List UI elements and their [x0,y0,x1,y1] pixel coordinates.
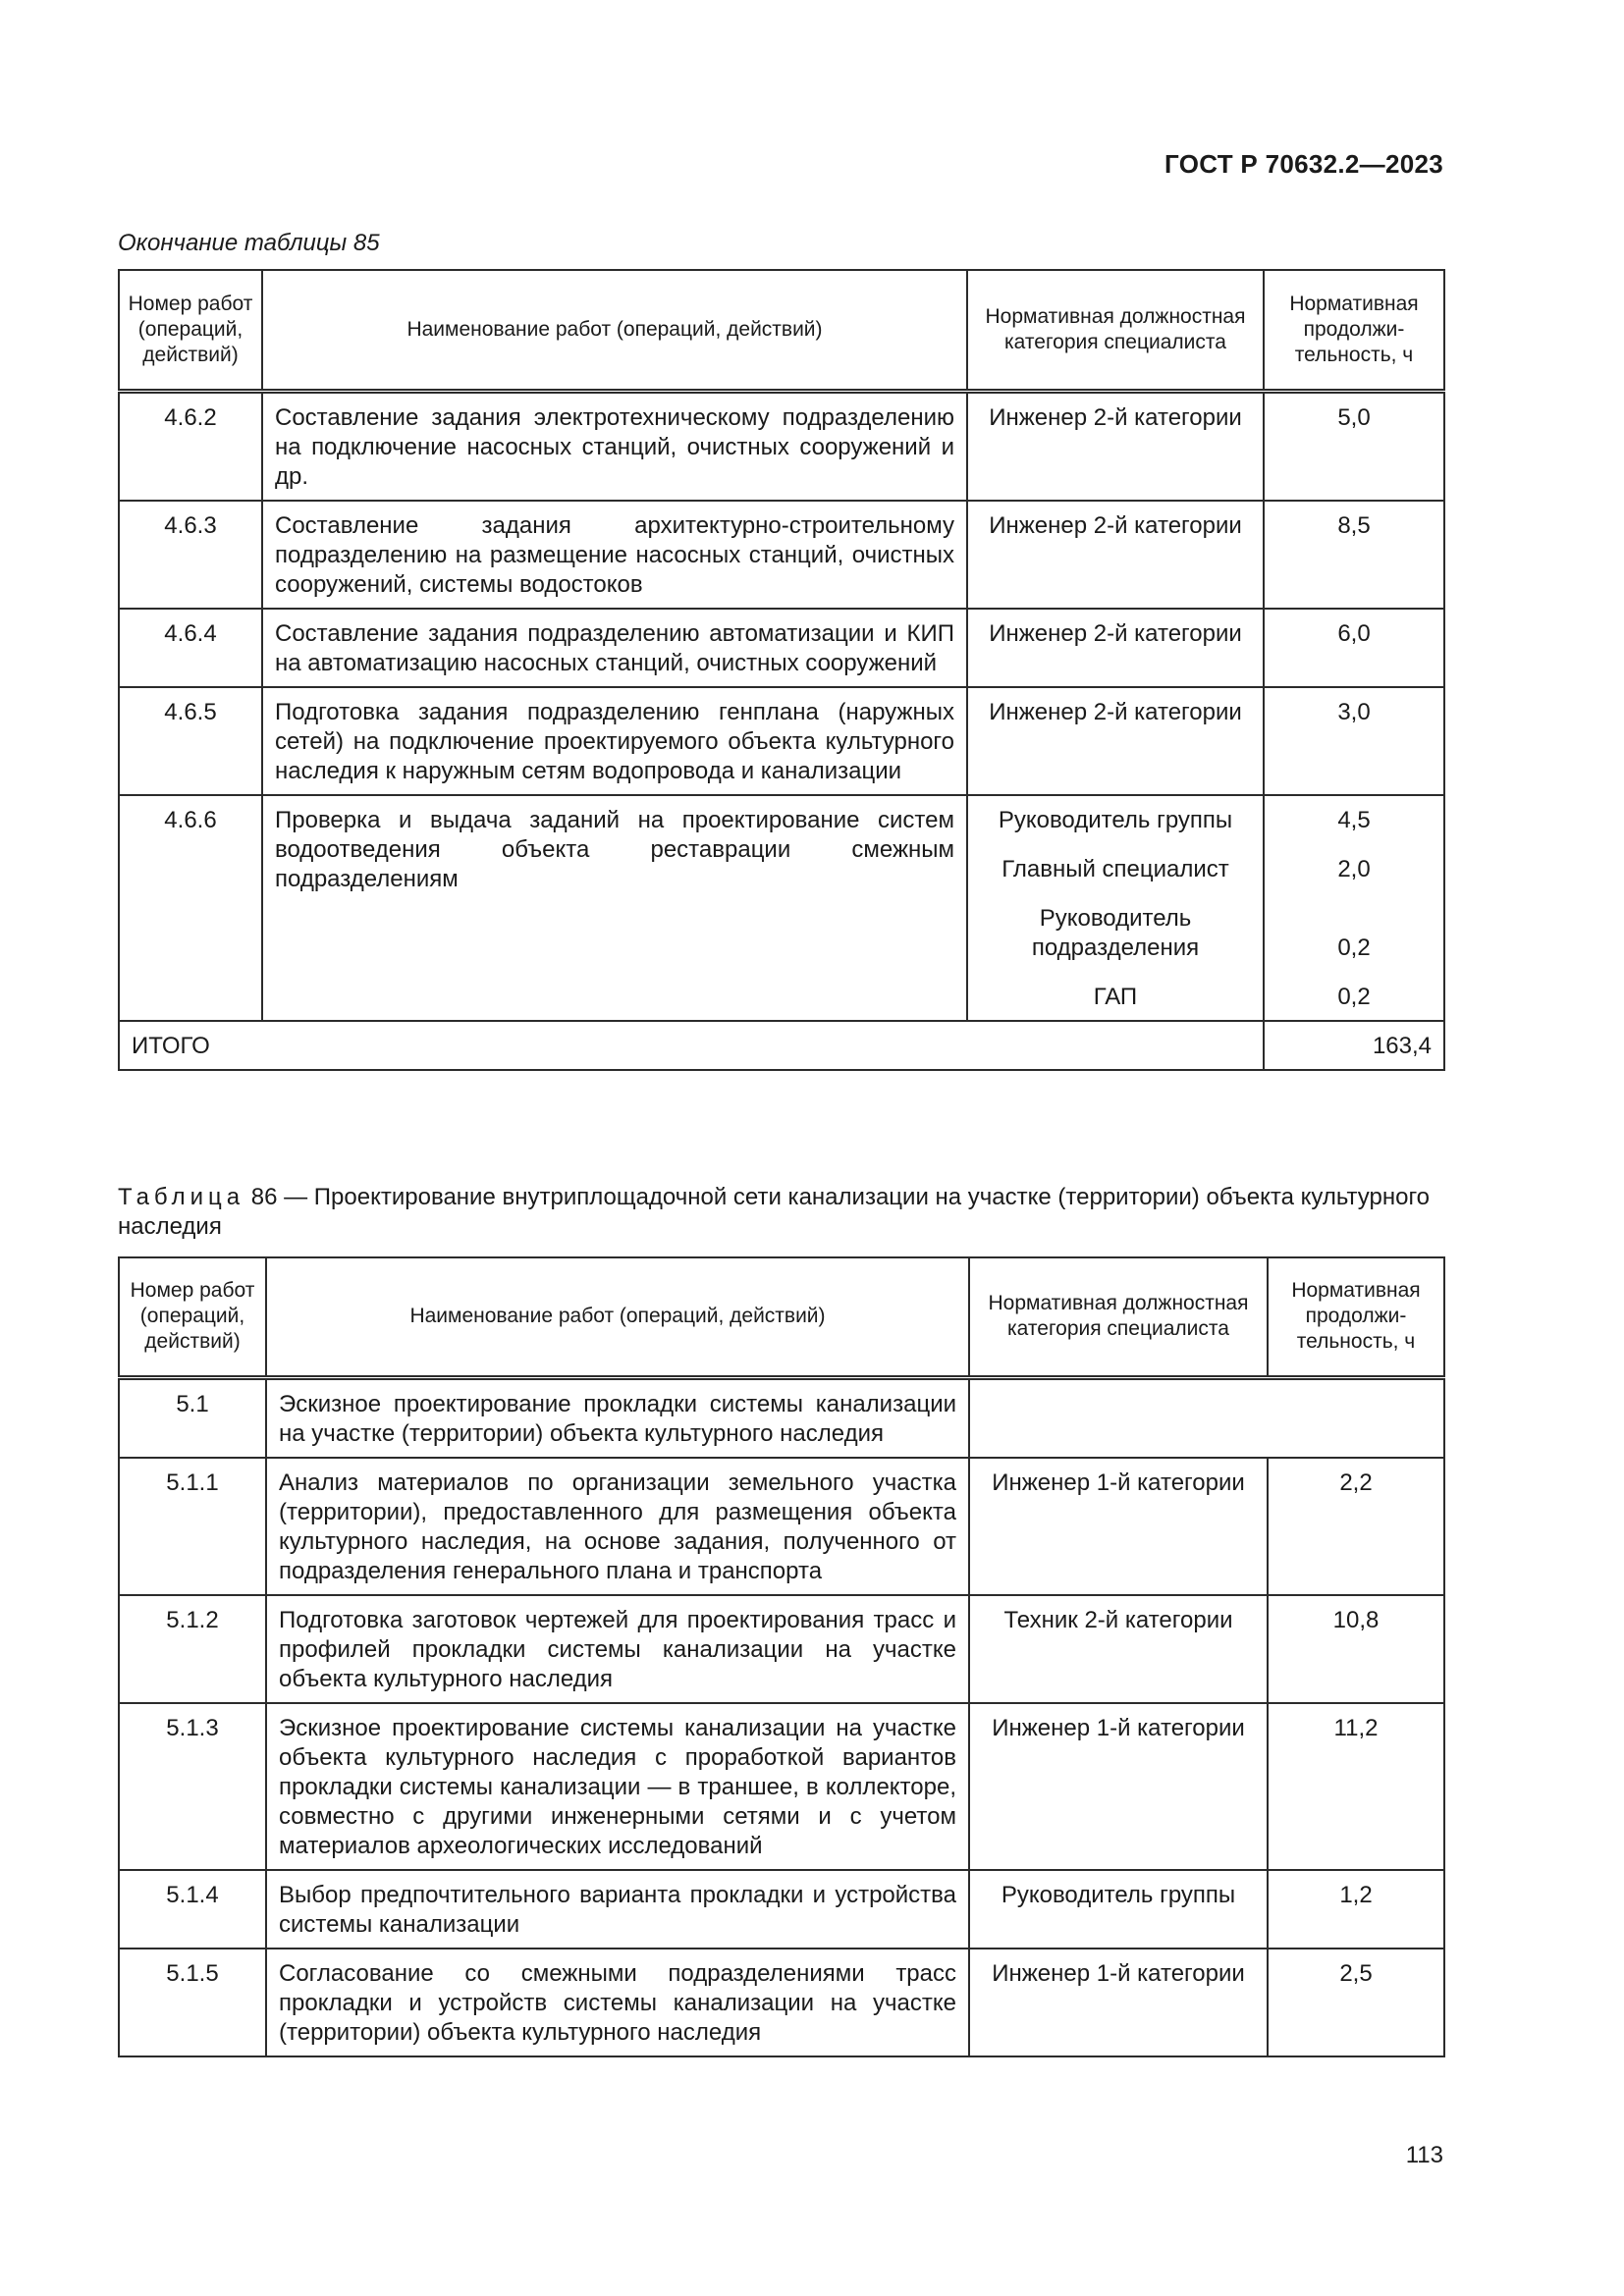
row-duration: 11,2 [1268,1703,1444,1870]
row-category: Инженер 1-й категории [969,1703,1268,1870]
table-row [119,1595,1444,1703]
col-header-name: Наименование работ (операций, действий) [266,1257,969,1377]
table-85 [118,269,1445,1071]
table-row [119,609,1444,687]
duration-line: 2,0 [1337,855,1371,882]
row-name: Проверка и выдача заданий на проектирование систем водоотведения объекта реставрации смежным подразделениям [262,795,967,1021]
table85-caption: Окончание таблицы 85 [118,230,380,256]
row-category: Техник 2-й категории [969,1595,1268,1703]
row-name: Подготовка задания подразделению генплана (наружных сетей) на подключение проектируемого объекта культурного наследия к наружным сетям водопровода и канализации [262,687,967,795]
row-number: 5.1.3 [119,1703,266,1870]
row-number: 5.1.5 [119,1949,266,2056]
row-category: Инженер 1-й категории [969,1458,1268,1595]
table-row [119,1949,1444,2056]
table-row [119,1703,1444,1870]
row-name: Согласование со смежными подразделениями трасс прокладки и устройств системы канализации на участке (территории) объекта культурного наследия [266,1949,969,2056]
table-row [119,391,1444,501]
row-number: 4.6.4 [119,609,262,687]
section-empty-cell [969,1377,1444,1458]
row-number: 4.6.6 [119,795,262,1021]
category-line: подразделения [1031,934,1200,961]
total-row [119,1021,1444,1070]
table86-caption-text: 86 — Проектирование внутриплощадочной сети канализации на участке (территории) объекта культурного наследия [118,1184,1431,1240]
table-row [119,795,1444,1021]
total-value: 163,4 [1264,1021,1444,1070]
page-number: 113 [1405,2142,1443,2168]
row-number: 4.6.3 [119,501,262,609]
col-header-category: Нормативная должностная категория специалиста [967,270,1264,391]
total-label: ИТОГО [119,1021,1264,1070]
row-category: Инженер 2-й категории [967,501,1264,609]
row-number: 5.1 [119,1377,266,1458]
row-duration: 1,2 [1268,1870,1444,1949]
row-name: Анализ материалов по организации земельного участка (территории), предоставленного для размещения объекта культурного наследия, на основе задания, полученного от подразделения генерального плана и транспорта [266,1458,969,1595]
category-line: Руководитель группы [998,806,1233,833]
table86-caption-prefix: Таблица [118,1184,245,1210]
category-line: Главный специалист [1001,855,1229,882]
table86-caption [118,1183,1443,1242]
row-name: Подготовка заготовок чертежей для проектирования трасс и профилей прокладки системы канализации на участке объекта культурного наследия [266,1595,969,1703]
row-name: Эскизное проектирование прокладки системы канализации на участке (территории) объекта культурного наследия [266,1377,969,1458]
row-category [967,795,1264,1021]
row-name: Составление задания электротехническому подразделению на подключение насосных станций, очистных сооружений и др. [262,391,967,501]
row-duration [1264,795,1444,1021]
col-header-duration: Нормативная продолжи-тельность, ч [1264,270,1444,391]
duration-line: 4,5 [1337,806,1371,833]
row-duration: 2,5 [1268,1949,1444,2056]
row-category: Инженер 2-й категории [967,687,1264,795]
section-row [119,1377,1444,1458]
duration-line: 0,2 [1337,983,1371,1010]
col-header-name: Наименование работ (операций, действий) [262,270,967,391]
category-line: Руководитель [1039,904,1192,932]
row-category: Инженер 1-й категории [969,1949,1268,2056]
row-duration: 10,8 [1268,1595,1444,1703]
row-number: 4.6.2 [119,391,262,501]
row-number: 5.1.1 [119,1458,266,1595]
row-duration: 6,0 [1264,609,1444,687]
row-name: Эскизное проектирование системы канализации на участке объекта культурного наследия с проработкой вариантов прокладки системы канализации — в траншее, в коллекторе, совместно с другими инженерными сетями и с учетом материалов археологических исследований [266,1703,969,1870]
row-duration: 2,2 [1268,1458,1444,1595]
col-header-number: Номер работ (операций, действий) [119,1257,266,1377]
category-line: ГАП [1093,983,1138,1010]
row-name: Выбор предпочтительного варианта прокладки и устройства системы канализации [266,1870,969,1949]
duration-line: 0,2 [1337,934,1371,961]
table-row [119,1458,1444,1595]
col-header-duration: Нормативная продолжи-тельность, ч [1268,1257,1444,1377]
row-category: Инженер 2-й категории [967,391,1264,501]
row-number: 5.1.4 [119,1870,266,1949]
row-name: Составление задания архитектурно-строительному подразделению на размещение насосных станций, очистных сооружений, системы водостоков [262,501,967,609]
row-duration: 3,0 [1264,687,1444,795]
col-header-category: Нормативная должностная категория специалиста [969,1257,1268,1377]
row-duration: 5,0 [1264,391,1444,501]
table-row [119,1870,1444,1949]
row-name: Составление задания подразделению автоматизации и КИП на автоматизацию насосных станций, очистных сооружений [262,609,967,687]
row-duration: 8,5 [1264,501,1444,609]
document-code: ГОСТ Р 70632.2—2023 [1164,149,1443,179]
table-86 [118,1256,1445,2057]
row-category: Руководитель группы [969,1870,1268,1949]
col-header-number: Номер работ (операций, действий) [119,270,262,391]
row-number: 5.1.2 [119,1595,266,1703]
row-number: 4.6.5 [119,687,262,795]
table-row [119,687,1444,795]
row-category: Инженер 2-й категории [967,609,1264,687]
table-row [119,501,1444,609]
